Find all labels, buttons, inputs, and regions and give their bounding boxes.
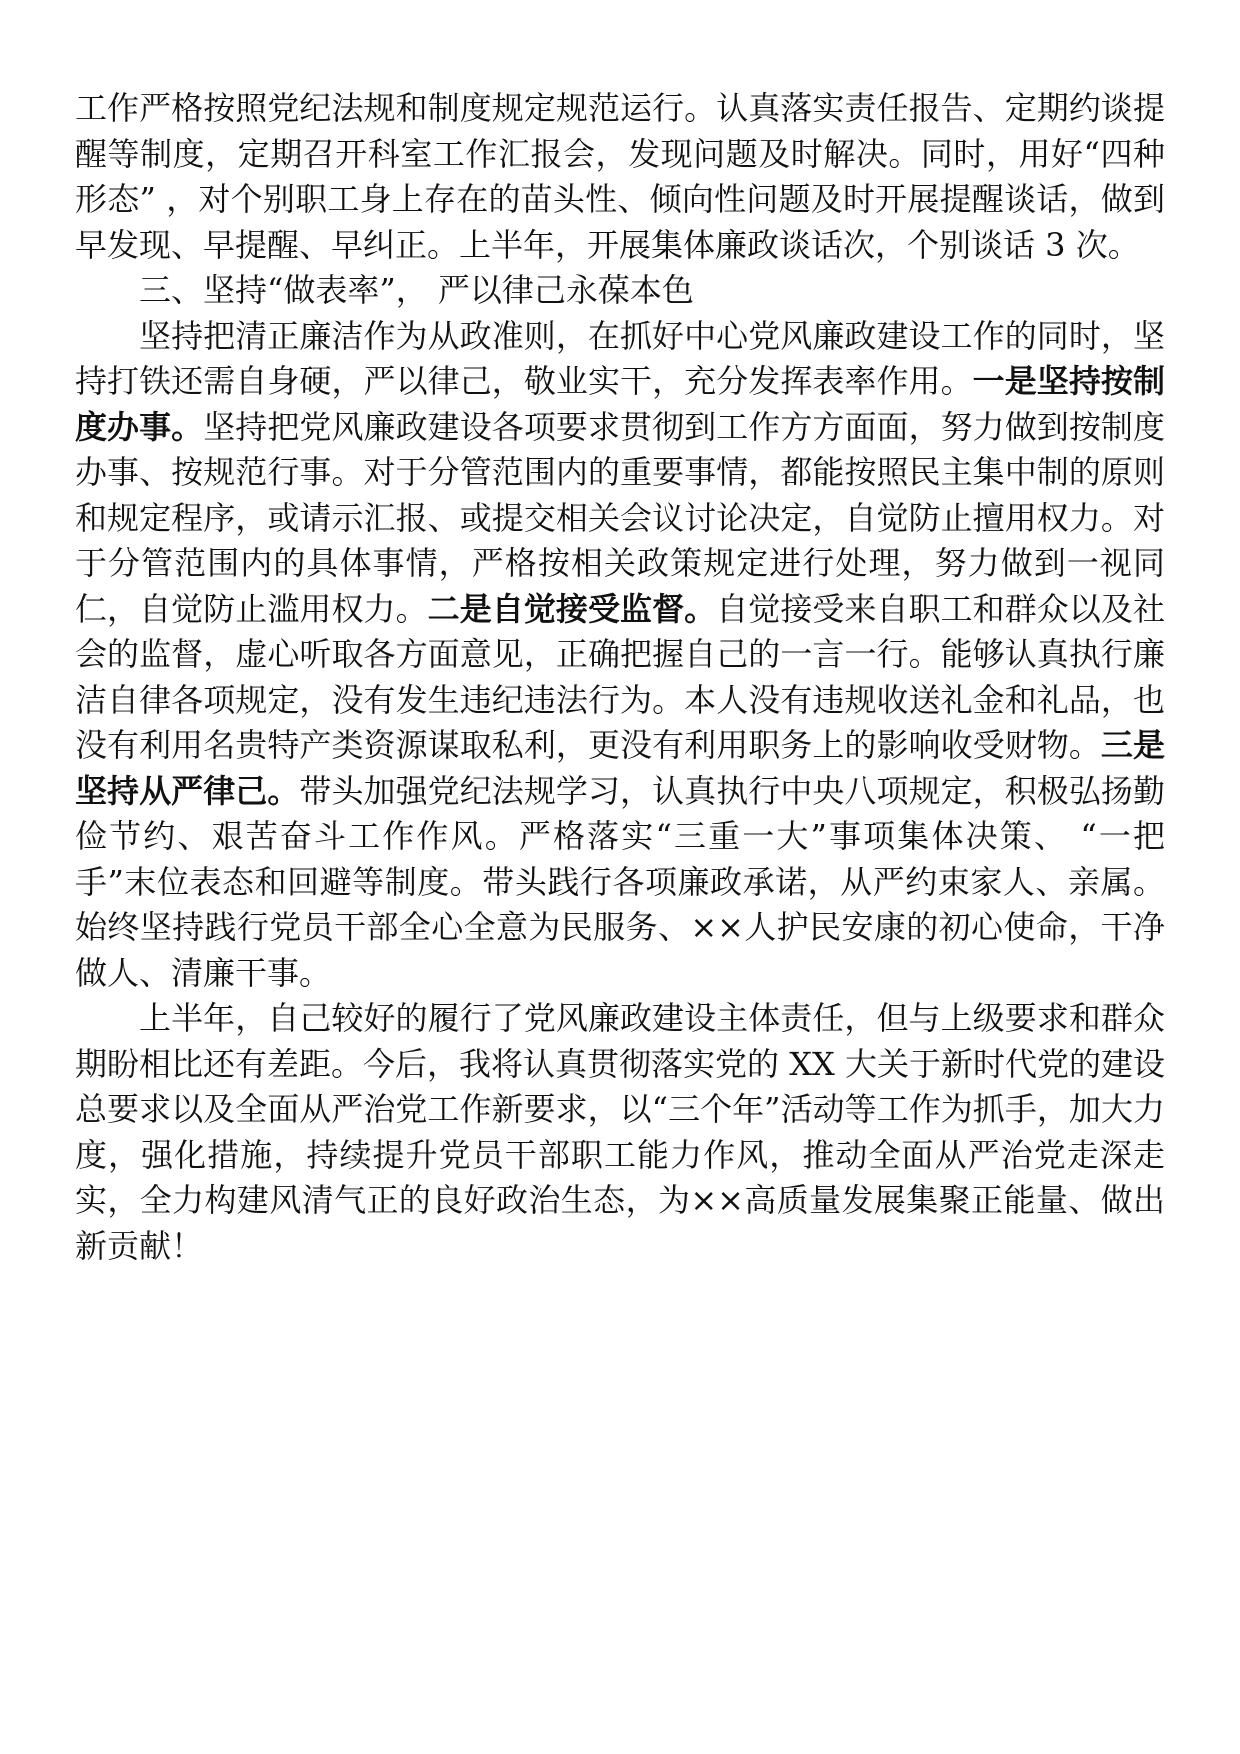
paragraph-conclusion xyxy=(75,996,1165,1269)
document-body xyxy=(75,86,1165,1269)
paragraph-self-discipline xyxy=(75,314,1165,997)
bold-point-two: 二是自觉接受监督。 xyxy=(427,589,717,628)
paragraph-text: 坚持把清正廉洁作为从政准则，在抓好中心党风廉政建设工作的同时，坚持打铁还需自身硬，严以律己，敬业实干，充分发挥表率作用。 xyxy=(75,316,1165,400)
paragraph-text: 带头加强党纪法规学习，认真执行中央八项规定，积极弘扬勤俭节约、艰苦奋斗工作作风。严格落实“三重一大”事项集体决策、 “一把手”末位表态和回避等制度。带头践行各项廉政承诺，从严约束家人、亲属。始终坚持践行党员干部全心全意为民服务、××人护民安康的初心使命，干净做人、清廉干事。 xyxy=(75,771,1165,992)
paragraph-duty-implementation xyxy=(75,86,1165,268)
paragraph-text: 上半年，自己较好的履行了党风廉政建设主体责任，但与上级要求和群众期盼相比还有差距。今后，我将认真贯彻落实党的 XX 大关于新时代党的建设总要求以及全面从严治党工作新要求，以“三个年”活动等工作为抓手，加大力度，强化措施，持续提升党员干部职工能力作风，推动全面从严治党走深走实，全力构建风清气正的良好政治生态，为××高质量发展集聚正能量、做出新贡献！ xyxy=(75,999,1165,1265)
paragraph-text: 自觉接受来自职工和群众以及社会的监督，虚心听取各方面意见，正确把握自己的一言一行。能够认真执行廉洁自律各项规定，没有发生违纪违法行为。本人没有违规收送礼金和礼品，也没有利用名贵特产类资源谋取私利，更没有利用职务上的影响收受财物。 xyxy=(75,589,1165,764)
paragraph-text: 坚持把党风廉政建设各项要求贯彻到工作方方面面，努力做到按制度办事、按规范行事。对于分管范围内的重要事情，都能按照民主集中制的原则和规定程序，或请示汇报、或提交相关会议讨论决定，自觉防止擅用权力。对于分管范围内的具体事情，严格按相关政策规定进行处理，努力做到一视同仁，自觉防止滥用权力。 xyxy=(75,407,1165,628)
paragraph-text: 工作严格按照党纪法规和制度规定规范运行。认真落实责任报告、定期约谈提醒等制度，定期召开科室工作汇报会，发现问题及时解决。同时，用好“四种形态” ，对个别职工身上存在的苗头性、倾向性问题及时开展提醒谈话，做到早发现、早提醒、早纠正。上半年，开展集体廉政谈话次，个别谈话 3 次。 xyxy=(75,89,1165,264)
section-heading-text: 三、坚持“做表率”， 严以律己永葆本色 xyxy=(139,271,694,309)
section-heading-three xyxy=(75,268,1165,314)
bold-point-one: 一是坚持按制度办事。 xyxy=(75,362,1165,446)
bold-point-three: 三是坚持从严律己。 xyxy=(75,726,1165,810)
